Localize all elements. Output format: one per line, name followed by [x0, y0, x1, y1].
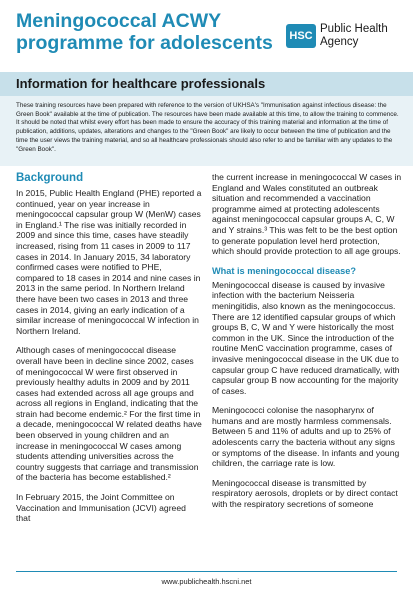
section-banner — [0, 72, 413, 96]
title-line-2: programme for adolescents — [16, 32, 273, 54]
subheading-what-is-meningococcal-disease: What is meningococcal disease? — [212, 265, 356, 276]
paragraph: the current increase in meningococcal W cases in England and Wales constituted an outbreak situation and recommended a vaccination programme aimed at protecting adolescents against meningococcal capsular groups A, C, W and Y strains.³ This was felt to be the best option to generate population level herd protection, which should provide protection to all age groups. — [212, 172, 402, 257]
banner-title: Information for healthcare professionals — [16, 76, 266, 91]
paragraph: Meningococci colonise the nasopharynx of humans and are mostly harmless commensals. Between 5 and 11% of adults and up to 25% of adolescents carry the bacteria without any signs or symptoms of the disease. In infants and young children, the carriage rate is low. — [212, 405, 400, 469]
paragraph: In 2015, Public Health England (PHE) reported a continued, year on year increase in meningococcal capsular group W (MenW) cases in England.¹ The rise was initially recorded in 2009 and since this time, cases have steadily increased, rising from 11 cases in 2009 to 117 cases in 2014. In January 2015, 34 laboratory confirmed cases were notified to PHE, compared to 18 cases in 2014 and nine cases in 2013 in the same period. In Northern Ireland there have been two cases in 2013 and three cases in 2014, giving an early indication of a similar increase of meningococcal W infection in Northern Ireland. — [16, 188, 202, 336]
paragraph: Meningococcal disease is transmitted by respiratory aerosols, droplets or by direct contact with the respiratory secretions of someone — [212, 477, 398, 510]
paragraph: Although cases of meningococcal disease overall have been in decline since 2002, cases of meningococcal W were first observed in previously healthy adults in 2009 and by 2011 cases had extended across all age groups and across all regions in England, indicating that the strain had become endemic.² For the first time in a decade, meningococcal W related deaths have been observed in young children and an increase in meningococcal W cases among students attending universities across the country suggests that carriage and transmission of the bacteria has become established.² — [16, 345, 202, 483]
paragraph: Meningococcal disease is caused by invasive infection with the bacterium Neisseria meningitidis, also known as the meningococcus. There are 12 identified capsular groups of which groups B, C, W and Y were historically the most common in the UK. Since the introduction of the routine MenC vaccination programme, cases of invasive meningococcal disease in the UK due to capsular group C have reduced dramatically, with capsular group B now accounting for the majority of cases. — [212, 279, 400, 396]
intro-disclaimer — [0, 96, 413, 166]
intro-text: These training resources have been prepared with reference to the version of UKHSA's "Immunisation against infectious disease: the Green Book" available at the time of publication. The resources have been made available at this time, to allow the training to commence. It should be noted that whilst every effort has been made to ensure the accuracy of this training material and information at the time of publication, additions, updates, alterations and changes to the "Green Book" are likely to occur between the time of publication and the time the user views the training material, and so all healthcare professionals should also refer to and be familiar with any updates to the "Green Book". — [16, 102, 399, 153]
footer-divider — [16, 571, 397, 572]
hsc-logo-badge: HSC — [286, 24, 316, 48]
agency-name-line-1: Public Health — [320, 23, 388, 35]
right-column — [212, 172, 402, 519]
document-title — [16, 10, 286, 54]
left-column — [16, 172, 202, 533]
agency-name — [320, 23, 388, 49]
agency-name-line-2: Agency — [320, 36, 359, 48]
background-heading: Background — [16, 172, 84, 184]
footer-url[interactable]: www.publichealth.hscni.net — [161, 577, 252, 586]
title-line-1: Meningococcal ACWY — [16, 10, 222, 32]
paragraph: In February 2015, the Joint Committee on Vaccination and Immunisation (JCVI) agreed that — [16, 492, 186, 524]
page-header — [0, 0, 413, 68]
public-health-agency-logo — [286, 24, 406, 54]
